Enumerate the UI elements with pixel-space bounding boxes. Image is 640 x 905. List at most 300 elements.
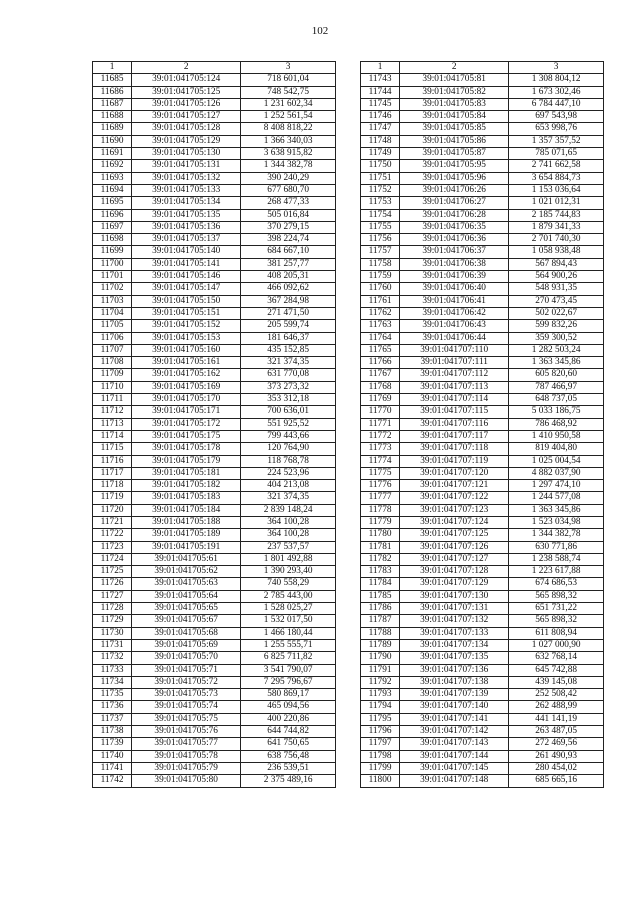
- table-row: [361, 221, 604, 233]
- row-number-cell: 11728: [93, 603, 132, 615]
- cadastral-id-cell: 39:01:041707:140: [400, 701, 509, 713]
- table-row: [93, 197, 336, 209]
- table-row: [93, 713, 336, 725]
- row-number-cell: 11716: [93, 455, 132, 467]
- table-row: [93, 258, 336, 270]
- value-cell: 819 404,80: [509, 443, 604, 455]
- row-number-cell: 11779: [361, 516, 400, 528]
- row-number-cell: 11786: [361, 603, 400, 615]
- cadastral-id-cell: 39:01:041705:136: [132, 221, 241, 233]
- value-cell: 684 667,10: [241, 246, 336, 258]
- cadastral-id-cell: 39:01:041705:87: [400, 148, 509, 160]
- table-row: [93, 246, 336, 258]
- table-row: [361, 652, 604, 664]
- row-number-cell: 11704: [93, 307, 132, 319]
- value-cell: 205 599,74: [241, 320, 336, 332]
- value-cell: 367 284,98: [241, 295, 336, 307]
- table-row: [361, 381, 604, 393]
- cadastral-id-cell: 39:01:041705:65: [132, 603, 241, 615]
- table-row: [93, 738, 336, 750]
- table-row: [93, 639, 336, 651]
- table-row: [361, 98, 604, 110]
- row-number-cell: 11772: [361, 430, 400, 442]
- value-cell: 1 344 382,78: [241, 160, 336, 172]
- table-row: [93, 443, 336, 455]
- cadastral-id-cell: 39:01:041707:136: [400, 664, 509, 676]
- table-row: [361, 258, 604, 270]
- row-number-cell: 11739: [93, 738, 132, 750]
- table-row: [93, 295, 336, 307]
- row-number-cell: 11766: [361, 357, 400, 369]
- value-cell: 262 488,99: [509, 701, 604, 713]
- table-row: [93, 566, 336, 578]
- cadastral-id-cell: 39:01:041705:96: [400, 172, 509, 184]
- table-row: [93, 603, 336, 615]
- row-number-cell: 11767: [361, 369, 400, 381]
- cadastral-id-cell: 39:01:041705:161: [132, 357, 241, 369]
- table-row: [361, 344, 604, 356]
- cadastral-id-cell: 39:01:041707:122: [400, 492, 509, 504]
- cadastral-id-cell: 39:01:041707:143: [400, 738, 509, 750]
- value-cell: 1 344 382,78: [509, 529, 604, 541]
- row-number-cell: 11742: [93, 775, 132, 787]
- value-cell: 400 220,86: [241, 713, 336, 725]
- cadastral-id-cell: 39:01:041705:140: [132, 246, 241, 258]
- cadastral-id-cell: 39:01:041705:127: [132, 111, 241, 123]
- table-row: [361, 148, 604, 160]
- table-row: [361, 615, 604, 627]
- value-cell: 1 027 000,90: [509, 639, 604, 651]
- value-cell: 3 638 915,82: [241, 148, 336, 160]
- value-cell: 3 541 790,07: [241, 664, 336, 676]
- cadastral-id-cell: 39:01:041705:95: [400, 160, 509, 172]
- cadastral-id-cell: 39:01:041705:67: [132, 615, 241, 627]
- table-row: [361, 246, 604, 258]
- cadastral-id-cell: 39:01:041705:169: [132, 381, 241, 393]
- table-row: [93, 775, 336, 787]
- value-cell: 236 539,51: [241, 762, 336, 774]
- cadastral-id-cell: 39:01:041705:84: [400, 111, 509, 123]
- value-cell: 502 022,67: [509, 307, 604, 319]
- table-row: [361, 357, 604, 369]
- row-number-cell: 11708: [93, 357, 132, 369]
- table-row: [361, 590, 604, 602]
- value-cell: 799 443,66: [241, 430, 336, 442]
- column-header-cadastral-id: 2: [132, 62, 241, 74]
- table-row: [361, 123, 604, 135]
- value-cell: 252 508,42: [509, 689, 604, 701]
- cadastral-id-cell: 39:01:041706:42: [400, 307, 509, 319]
- table-row: [93, 234, 336, 246]
- table-row: [93, 283, 336, 295]
- row-number-cell: 11733: [93, 664, 132, 676]
- cadastral-id-cell: 39:01:041707:115: [400, 406, 509, 418]
- value-cell: 1 523 034,98: [509, 516, 604, 528]
- row-number-cell: 11800: [361, 775, 400, 787]
- row-number-cell: 11737: [93, 713, 132, 725]
- value-cell: 272 469,56: [509, 738, 604, 750]
- row-number-cell: 11749: [361, 148, 400, 160]
- cadastral-id-cell: 39:01:041705:86: [400, 135, 509, 147]
- cadastral-id-cell: 39:01:041705:64: [132, 590, 241, 602]
- cadastral-id-cell: 39:01:041705:74: [132, 701, 241, 713]
- table-row: [93, 516, 336, 528]
- table-row: [93, 664, 336, 676]
- table-row: [361, 480, 604, 492]
- cadastral-id-cell: 39:01:041706:39: [400, 271, 509, 283]
- value-cell: 1 297 474,10: [509, 480, 604, 492]
- row-number-cell: 11758: [361, 258, 400, 270]
- table-row: [93, 307, 336, 319]
- table-row: [361, 209, 604, 221]
- row-number-cell: 11774: [361, 455, 400, 467]
- table-row: [93, 406, 336, 418]
- cadastral-id-cell: 39:01:041705:131: [132, 160, 241, 172]
- cadastral-id-cell: 39:01:041707:138: [400, 676, 509, 688]
- row-number-cell: 11713: [93, 418, 132, 430]
- value-cell: 1 466 180,44: [241, 627, 336, 639]
- row-number-cell: 11722: [93, 529, 132, 541]
- value-cell: 740 558,29: [241, 578, 336, 590]
- row-number-cell: 11707: [93, 344, 132, 356]
- row-number-cell: 11712: [93, 406, 132, 418]
- cadastral-id-cell: 39:01:041705:70: [132, 652, 241, 664]
- value-cell: 1 282 503,24: [509, 344, 604, 356]
- value-cell: 8 408 818,22: [241, 123, 336, 135]
- cadastral-id-cell: 39:01:041706:41: [400, 295, 509, 307]
- value-cell: 677 680,70: [241, 184, 336, 196]
- table-row: [93, 111, 336, 123]
- row-number-cell: 11759: [361, 271, 400, 283]
- table-row: [361, 578, 604, 590]
- table-row: [361, 307, 604, 319]
- row-number-cell: 11744: [361, 86, 400, 98]
- value-cell: 1 879 341,33: [509, 221, 604, 233]
- value-cell: 787 466,97: [509, 381, 604, 393]
- row-number-cell: 11747: [361, 123, 400, 135]
- value-cell: 1 801 492,88: [241, 553, 336, 565]
- value-cell: 653 998,76: [509, 123, 604, 135]
- cadastral-id-cell: 39:01:041705:62: [132, 566, 241, 578]
- cadastral-id-cell: 39:01:041705:81: [400, 74, 509, 86]
- row-number-cell: 11775: [361, 467, 400, 479]
- value-cell: 465 094,56: [241, 701, 336, 713]
- value-cell: 280 454,02: [509, 762, 604, 774]
- value-cell: 748 542,75: [241, 86, 336, 98]
- row-number-cell: 11720: [93, 504, 132, 516]
- row-number-cell: 11690: [93, 135, 132, 147]
- cadastral-id-cell: 39:01:041705:153: [132, 332, 241, 344]
- table-row: [361, 197, 604, 209]
- cadastral-id-cell: 39:01:041707:130: [400, 590, 509, 602]
- table-row: [361, 455, 604, 467]
- column-header-value: 3: [241, 62, 336, 74]
- table-row: [361, 332, 604, 344]
- row-number-cell: 11745: [361, 98, 400, 110]
- cadastral-id-cell: 39:01:041705:137: [132, 234, 241, 246]
- value-cell: 381 257,77: [241, 258, 336, 270]
- value-cell: 1 410 950,58: [509, 430, 604, 442]
- row-number-cell: 11723: [93, 541, 132, 553]
- value-cell: 567 894,43: [509, 258, 604, 270]
- cadastral-id-cell: 39:01:041705:160: [132, 344, 241, 356]
- value-cell: 651 731,22: [509, 603, 604, 615]
- cadastral-id-cell: 39:01:041705:68: [132, 627, 241, 639]
- row-number-cell: 11798: [361, 750, 400, 762]
- cadastral-id-cell: 39:01:041707:127: [400, 553, 509, 565]
- row-number-cell: 11753: [361, 197, 400, 209]
- value-cell: 697 543,98: [509, 111, 604, 123]
- table-row: [361, 418, 604, 430]
- cadastral-id-cell: 39:01:041705:188: [132, 516, 241, 528]
- cadastral-id-cell: 39:01:041707:121: [400, 480, 509, 492]
- value-cell: 2 185 744,83: [509, 209, 604, 221]
- table-row: [93, 726, 336, 738]
- row-number-cell: 11776: [361, 480, 400, 492]
- value-cell: 631 770,08: [241, 369, 336, 381]
- cadastral-id-cell: 39:01:041705:126: [132, 98, 241, 110]
- row-number-cell: 11736: [93, 701, 132, 713]
- row-number-cell: 11711: [93, 394, 132, 406]
- cadastral-id-cell: 39:01:041707:125: [400, 529, 509, 541]
- cadastral-id-cell: 39:01:041705:80: [132, 775, 241, 787]
- row-number-cell: 11799: [361, 762, 400, 774]
- cadastral-id-cell: 39:01:041707:119: [400, 455, 509, 467]
- row-number-cell: 11771: [361, 418, 400, 430]
- cadastral-id-cell: 39:01:041705:72: [132, 676, 241, 688]
- cadastral-id-cell: 39:01:041705:151: [132, 307, 241, 319]
- cadastral-id-cell: 39:01:041707:128: [400, 566, 509, 578]
- row-number-cell: 11700: [93, 258, 132, 270]
- value-cell: 611 808,94: [509, 627, 604, 639]
- cadastral-id-cell: 39:01:041705:134: [132, 197, 241, 209]
- table-row: [93, 750, 336, 762]
- value-cell: 4 882 037,90: [509, 467, 604, 479]
- value-cell: 718 601,04: [241, 74, 336, 86]
- row-number-cell: 11724: [93, 553, 132, 565]
- row-number-cell: 11699: [93, 246, 132, 258]
- column-header-number: 1: [93, 62, 132, 74]
- row-number-cell: 11780: [361, 529, 400, 541]
- value-cell: 1 252 561,54: [241, 111, 336, 123]
- row-number-cell: 11751: [361, 172, 400, 184]
- value-cell: 1 223 617,88: [509, 566, 604, 578]
- row-number-cell: 11761: [361, 295, 400, 307]
- cadastral-id-cell: 39:01:041707:110: [400, 344, 509, 356]
- row-number-cell: 11734: [93, 676, 132, 688]
- row-number-cell: 11718: [93, 480, 132, 492]
- table-row: [93, 615, 336, 627]
- row-number-cell: 11703: [93, 295, 132, 307]
- table-row: [361, 283, 604, 295]
- row-number-cell: 11781: [361, 541, 400, 553]
- table-row: [361, 320, 604, 332]
- row-number-cell: 11791: [361, 664, 400, 676]
- cadastral-id-cell: 39:01:041705:183: [132, 492, 241, 504]
- row-number-cell: 11732: [93, 652, 132, 664]
- row-number-cell: 11789: [361, 639, 400, 651]
- page-number: 102: [311, 25, 329, 37]
- cadastral-id-cell: 39:01:041705:128: [132, 123, 241, 135]
- row-number-cell: 11695: [93, 197, 132, 209]
- row-number-cell: 11698: [93, 234, 132, 246]
- value-cell: 605 820,60: [509, 369, 604, 381]
- value-cell: 441 141,19: [509, 713, 604, 725]
- cadastral-id-cell: 39:01:041705:146: [132, 271, 241, 283]
- cadastral-id-cell: 39:01:041707:135: [400, 652, 509, 664]
- cadastral-id-cell: 39:01:041707:134: [400, 639, 509, 651]
- value-cell: 261 490,93: [509, 750, 604, 762]
- cadastral-id-cell: 39:01:041707:114: [400, 394, 509, 406]
- table-row: [93, 541, 336, 553]
- value-cell: 1 390 293,40: [241, 566, 336, 578]
- table-row: [93, 578, 336, 590]
- table-row: [93, 135, 336, 147]
- row-number-cell: 11795: [361, 713, 400, 725]
- row-number-cell: 11796: [361, 726, 400, 738]
- table-row: [93, 221, 336, 233]
- cadastral-id-cell: 39:01:041705:69: [132, 639, 241, 651]
- cadastral-id-cell: 39:01:041705:83: [400, 98, 509, 110]
- table-row: [361, 160, 604, 172]
- cadastral-id-cell: 39:01:041706:36: [400, 234, 509, 246]
- value-cell: 548 931,35: [509, 283, 604, 295]
- table-row: [361, 762, 604, 774]
- table-row: [93, 455, 336, 467]
- table-row: [361, 775, 604, 787]
- table-row: [93, 689, 336, 701]
- cadastral-id-cell: 39:01:041707:112: [400, 369, 509, 381]
- row-number-cell: 11782: [361, 553, 400, 565]
- cadastral-id-cell: 39:01:041706:28: [400, 209, 509, 221]
- table-row: [93, 676, 336, 688]
- row-number-cell: 11773: [361, 443, 400, 455]
- row-number-cell: 11696: [93, 209, 132, 221]
- value-cell: 370 279,15: [241, 221, 336, 233]
- table-row: [93, 184, 336, 196]
- value-cell: 1 363 345,86: [509, 357, 604, 369]
- value-cell: 785 071,65: [509, 148, 604, 160]
- cadastral-id-cell: 39:01:041705:141: [132, 258, 241, 270]
- cadastral-id-cell: 39:01:041707:117: [400, 430, 509, 442]
- table-row: [93, 148, 336, 160]
- cadastral-id-cell: 39:01:041706:38: [400, 258, 509, 270]
- cadastral-id-cell: 39:01:041707:123: [400, 504, 509, 516]
- table-header-row: [93, 62, 336, 74]
- table-row: [93, 394, 336, 406]
- value-cell: 6 784 447,10: [509, 98, 604, 110]
- cadastral-id-cell: 39:01:041705:181: [132, 467, 241, 479]
- table-row: [93, 701, 336, 713]
- row-number-cell: 11717: [93, 467, 132, 479]
- table-row: [361, 676, 604, 688]
- value-cell: 1 357 357,52: [509, 135, 604, 147]
- table-row: [361, 529, 604, 541]
- row-number-cell: 11797: [361, 738, 400, 750]
- value-cell: 1 363 345,86: [509, 504, 604, 516]
- value-cell: 1 255 555,71: [241, 639, 336, 651]
- value-cell: 786 468,92: [509, 418, 604, 430]
- cadastral-id-cell: 39:01:041705:79: [132, 762, 241, 774]
- table-row: [361, 627, 604, 639]
- cadastral-id-cell: 39:01:041707:148: [400, 775, 509, 787]
- table-row: [361, 566, 604, 578]
- table-row: [93, 590, 336, 602]
- row-number-cell: 11726: [93, 578, 132, 590]
- cadastral-id-cell: 39:01:041706:26: [400, 184, 509, 196]
- value-cell: 565 898,32: [509, 590, 604, 602]
- value-cell: 118 768,78: [241, 455, 336, 467]
- row-number-cell: 11755: [361, 221, 400, 233]
- table-row: [93, 172, 336, 184]
- row-number-cell: 11756: [361, 234, 400, 246]
- value-cell: 1 025 004,54: [509, 455, 604, 467]
- value-cell: 321 374,35: [241, 492, 336, 504]
- value-cell: 685 665,16: [509, 775, 604, 787]
- row-number-cell: 11715: [93, 443, 132, 455]
- value-cell: 2 375 489,16: [241, 775, 336, 787]
- table-row: [361, 701, 604, 713]
- table-row: [93, 652, 336, 664]
- row-number-cell: 11689: [93, 123, 132, 135]
- value-cell: 1 231 602,34: [241, 98, 336, 110]
- row-number-cell: 11768: [361, 381, 400, 393]
- cadastral-id-cell: 39:01:041705:150: [132, 295, 241, 307]
- row-number-cell: 11710: [93, 381, 132, 393]
- row-number-cell: 11688: [93, 111, 132, 123]
- cadastral-id-cell: 39:01:041705:129: [132, 135, 241, 147]
- cadastral-id-cell: 39:01:041705:71: [132, 664, 241, 676]
- row-number-cell: 11793: [361, 689, 400, 701]
- value-cell: 408 205,31: [241, 271, 336, 283]
- column-header-value: 3: [509, 62, 604, 74]
- table-row: [361, 504, 604, 516]
- parcel-table-left: [92, 61, 336, 788]
- cadastral-id-cell: 39:01:041707:120: [400, 467, 509, 479]
- row-number-cell: 11752: [361, 184, 400, 196]
- cadastral-id-cell: 39:01:041707:142: [400, 726, 509, 738]
- cadastral-id-cell: 39:01:041705:189: [132, 529, 241, 541]
- row-number-cell: 11788: [361, 627, 400, 639]
- cadastral-id-cell: 39:01:041707:131: [400, 603, 509, 615]
- row-number-cell: 11760: [361, 283, 400, 295]
- row-number-cell: 11762: [361, 307, 400, 319]
- cadastral-id-cell: 39:01:041707:118: [400, 443, 509, 455]
- cadastral-id-cell: 39:01:041705:85: [400, 123, 509, 135]
- value-cell: 321 374,35: [241, 357, 336, 369]
- value-cell: 237 537,57: [241, 541, 336, 553]
- column-header-number: 1: [361, 62, 400, 74]
- value-cell: 645 742,88: [509, 664, 604, 676]
- cadastral-id-cell: 39:01:041705:76: [132, 726, 241, 738]
- table-row: [93, 209, 336, 221]
- value-cell: 2 701 740,30: [509, 234, 604, 246]
- cadastral-id-cell: 39:01:041706:37: [400, 246, 509, 258]
- row-number-cell: 11693: [93, 172, 132, 184]
- row-number-cell: 11777: [361, 492, 400, 504]
- cadastral-id-cell: 39:01:041705:135: [132, 209, 241, 221]
- value-cell: 565 898,32: [509, 615, 604, 627]
- table-row: [361, 603, 604, 615]
- value-cell: 120 764,90: [241, 443, 336, 455]
- table-row: [361, 135, 604, 147]
- row-number-cell: 11731: [93, 639, 132, 651]
- row-number-cell: 11740: [93, 750, 132, 762]
- table-row: [93, 492, 336, 504]
- table-row: [361, 713, 604, 725]
- value-cell: 390 240,29: [241, 172, 336, 184]
- table-row: [361, 443, 604, 455]
